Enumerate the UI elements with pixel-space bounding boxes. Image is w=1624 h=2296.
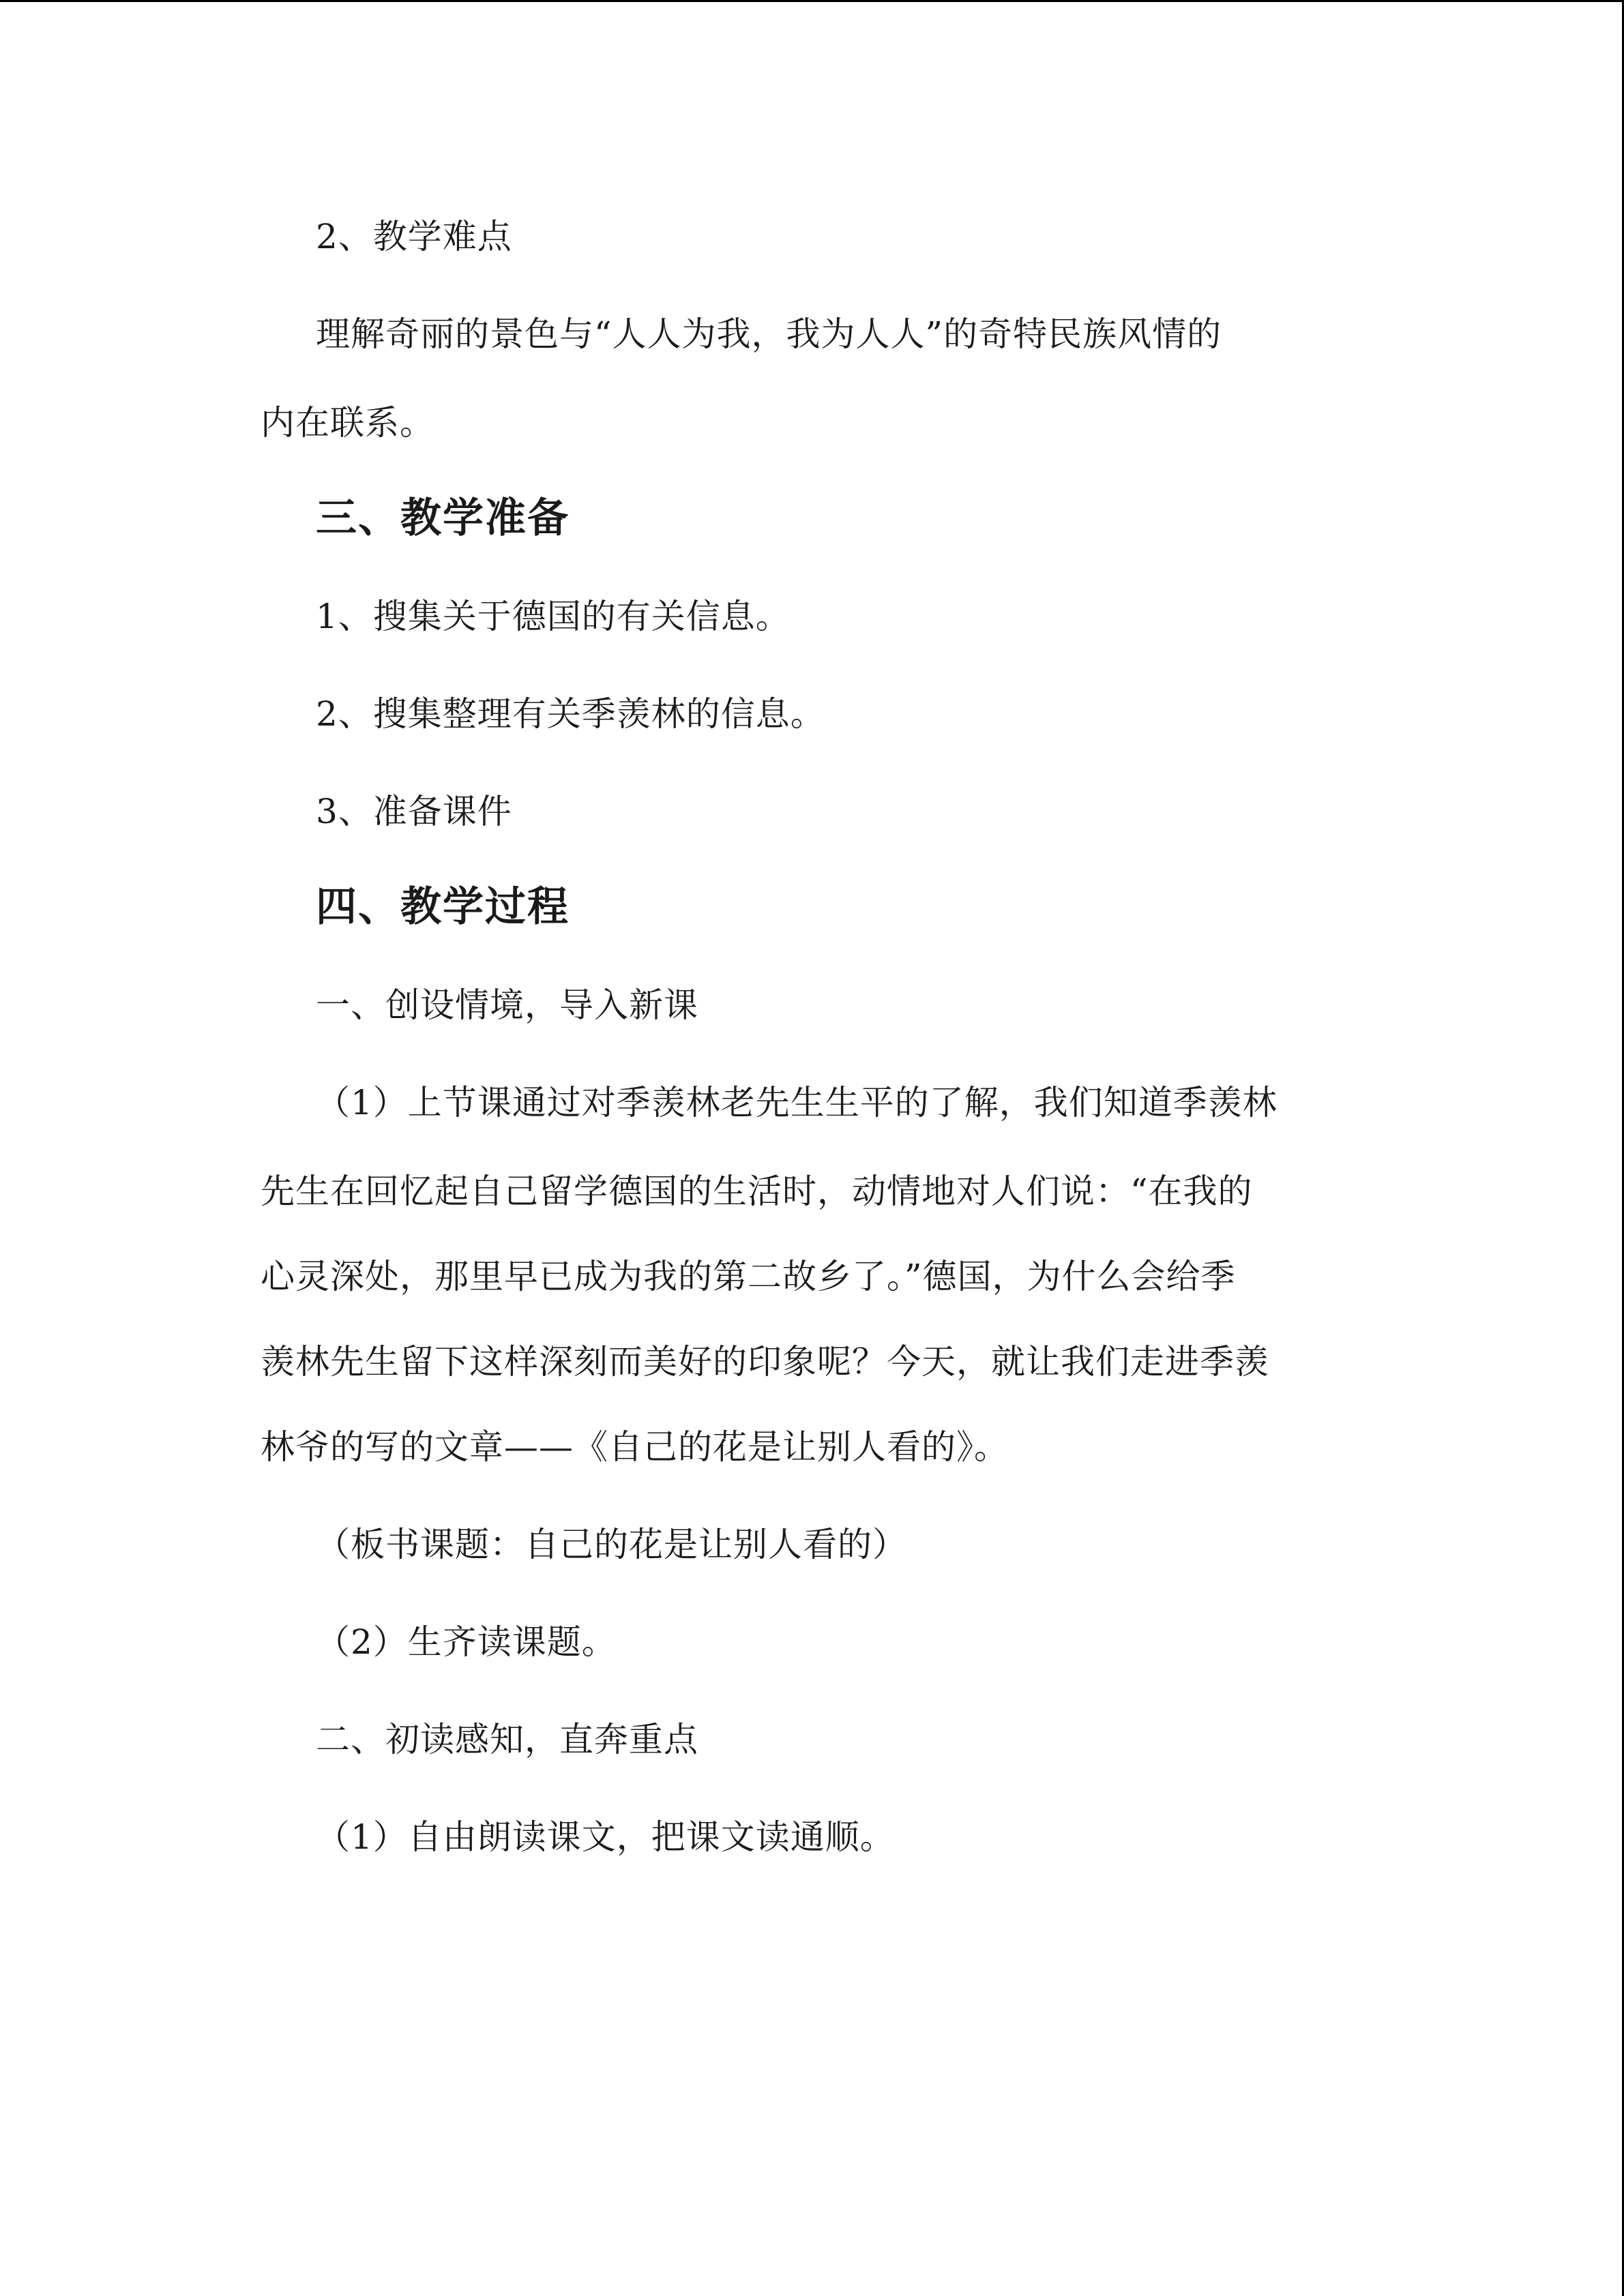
section-heading-teaching-process: 四、教学过程	[316, 883, 570, 931]
paragraph-line: 羡林先生留下这样深刻而美好的印象呢？今天，就让我们走进季羡	[261, 1342, 1269, 1382]
subsection-title: 二、初读感知，直奔重点	[316, 1720, 698, 1759]
paragraph-line: （1）上节课通过对季羡林老先生生平的了解，我们知道季羡林	[316, 1083, 1278, 1122]
paragraph-line: 心灵深处，那里早已成为我的第二故乡了。”德国，为什么会给季	[261, 1257, 1236, 1296]
list-item: 3、准备课件	[316, 792, 512, 831]
board-note: （板书课题：自己的花是让别人看的）	[316, 1525, 907, 1564]
subsection-title-teaching-difficulty: 2、教学难点	[316, 217, 512, 256]
list-item: 1、搜集关于德国的有关信息。	[316, 597, 791, 636]
list-item: 2、搜集整理有关季羡林的信息。	[316, 694, 825, 734]
paragraph-line: （2）生齐读课题。	[316, 1622, 617, 1662]
paragraph-line: 林爷的写的文章——《自己的花是让别人看的》。	[261, 1427, 1009, 1467]
paragraph-line: （1）自由朗读课文，把课文读通顺。	[316, 1817, 895, 1857]
section-heading-teaching-preparation: 三、教学准备	[316, 494, 570, 542]
paragraph-line: 内在联系。	[261, 403, 434, 443]
paragraph-line: 先生在回忆起自己留学德国的生活时，动情地对人们说：“在我的	[261, 1172, 1253, 1211]
subsection-title: 一、创设情境，导入新课	[316, 985, 698, 1025]
paragraph-line: 理解奇丽的景色与“人人为我，我为人人”的奇特民族风情的	[316, 314, 1222, 354]
